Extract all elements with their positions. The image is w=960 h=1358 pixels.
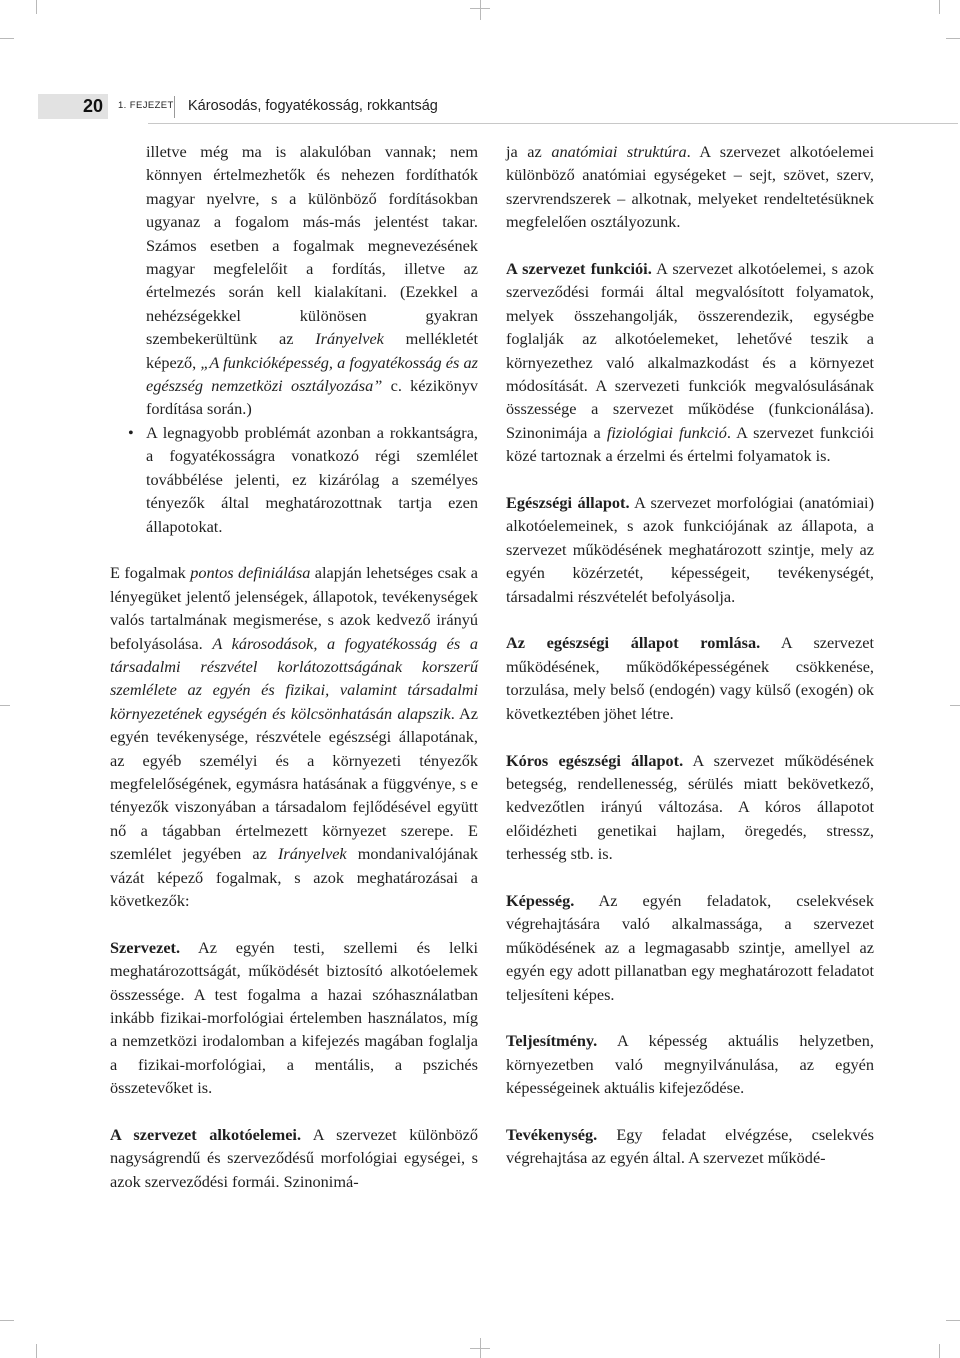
spacer	[506, 1100, 874, 1123]
definition-szervezet	[110, 936, 478, 1100]
header-divider	[174, 96, 175, 118]
text: . A szervezet alkotóelemei különböző anatómiai egységeket – sejt, szövet, szerv, szervrendszerek – alkotnak, melyeket rendeltetésüknek megfelelően osztályozunk.	[506, 142, 874, 232]
emphasis: A károsodások, a fogyatékosság és a társadalmi részvétel korlátozottságának korszerű szemlélete az egyén és fizikai, valamint társadalmi környezetének egységén és kölcsönhatásán alapszik	[110, 633, 479, 723]
text: A szervezet morfológiai (anatómiai) alkotóelemeinek, s azok funkciójának az állapota, a szervezet működésének meghatározott szintje, mely az egyén közérzetét, képességeit, tevékenységét, társadalmi részvételét befolyásolja.	[506, 493, 874, 606]
definition-term: Szervezet.	[110, 937, 181, 957]
definition-term: Egészségi állapot.	[506, 493, 630, 513]
registration-mark	[0, 705, 10, 706]
text: A legnagyobb problémát azonban a rokkantságra, a fogyatékosságra vonatkozó régi szemlélet továbbélése jelenti, ez kizárólag a személyes tényezők által meghatározottnak tartja ezen állapotokat.	[146, 422, 478, 536]
spacer	[506, 1006, 874, 1029]
continued-list-item	[110, 140, 478, 421]
definition-romlas	[506, 631, 874, 725]
definition-term: Képesség.	[506, 890, 575, 910]
registration-mark	[470, 1348, 490, 1349]
emphasis: Irányelvek	[277, 844, 347, 864]
text: A szervezet alkotóelemei, s azok szerveződési formái által megvalósított folyamatok, melyek összehangolják, összerendezik, egységbe foglalják az alkotóelemeket, lehetővé teszik a környezethez való alkalmazkodást és a környezet módosítását. A szervezeti funkciók megvalósulásának összessége a szervezet működése (funkcionálása). Szinonimája a	[506, 259, 874, 442]
crop-mark	[0, 1320, 14, 1321]
text: ja az	[506, 142, 552, 161]
text: Az egyén testi, szellemi és lelki meghatározottságát, működését biztosító alkotóelemek összessége. A test fogalma a hazai szóhasználatban inkább fizikai-morfológiai értelemben használatos, míg a nemzetközi irodalomban a kifejezés magában foglalja a fizikai-morfológiai, a mentális, a pszichés összetevőket is.	[110, 937, 478, 1098]
crop-mark	[946, 38, 960, 39]
definition-egeszsegi-allapot	[506, 491, 874, 608]
crop-mark	[0, 38, 14, 39]
definition-koros-allapot	[506, 749, 874, 866]
definition-term: A szervezet alkotóelemei.	[110, 1125, 302, 1145]
spacer	[506, 234, 874, 257]
page-header	[38, 84, 958, 124]
text: A szervezet működésének, működőképességének csökkenése, torzulása, mely belső (endogén) vagy külső (exogén) ok következtében jöhet létre.	[506, 633, 874, 723]
definition-term: Kóros egészségi állapot.	[506, 750, 684, 770]
bullet-item	[110, 421, 478, 538]
paragraph	[506, 140, 874, 234]
emphasis: pontos definiálása	[190, 563, 311, 583]
spacer	[506, 468, 874, 491]
spacer	[110, 538, 478, 561]
running-title: Károsodás, fogyatékosság, rokkantság	[188, 98, 438, 114]
crop-mark	[939, 0, 940, 14]
emphasis: anatómiai struktúra	[551, 142, 687, 161]
text: . Az egyén tevékenysége, részvétele egészségi állapotának, az egyéb személyi és a környezeti tényezők megfelelőségének, egymásra hatásának a függvénye, s e tényezők viszonyában a társadalom fejlődésével együtt nő a tágabban értelmezett környezet szerepe. E szemlélet jegyében az	[110, 703, 478, 864]
text: Egy feladat elvégzése, cselekvés végrehajtása az egyén által. A szervezet működé-	[506, 1124, 874, 1168]
page-number: 20	[38, 94, 108, 119]
definition-term: Tevékenység.	[506, 1124, 598, 1144]
crop-mark	[36, 1344, 37, 1358]
header-rule	[148, 123, 958, 124]
spacer	[506, 866, 874, 889]
crop-mark	[36, 0, 37, 14]
emphasis: fiziológiai funkció	[606, 422, 727, 442]
emphasis: Irányelvek	[315, 329, 384, 349]
spacer	[506, 725, 874, 748]
crop-mark	[946, 1320, 960, 1321]
text: c. kézikönyv fordítása során.)	[146, 376, 478, 419]
left-column	[110, 140, 478, 1193]
text: illetve még ma is alakulóban vannak; nem könnyen értelmezhetők és nehezen fordíthatók magyar nyelvre, s a különböző fordításokban ugyanaz a fogalom más-más jelentést takar. Számos esetben a fogalmak megnevezésének magyar megfelelőit a fordítás, illetve az értelmezés során kell kialakítani. (Ezekkel a nehézségekkel különösen gyakran szembekerültünk az	[146, 142, 478, 349]
bullet-icon: •	[128, 422, 134, 442]
text: alapján lehetséges csak a lényegüket jelentő jelenségek, állapotok, tevékenységek valós tartalmának megismerése, s azok kedvező irányú befolyásolása.	[110, 563, 478, 653]
text: mondanivalójának vázát képező fogalmak, s azok meghatározásai a következők:	[110, 844, 479, 910]
registration-mark	[470, 8, 490, 9]
emphasis: „A funkcióképesség, a fogyatékosság és az egészség nemzetközi osztályozása”	[146, 352, 478, 396]
text: . A szervezet funkciói közé tartoznak a érzelmi és értelmi folyamatok is.	[506, 422, 874, 466]
text: A képesség aktuális helyzetben, környezetben való megnyilvánulása, az egyén képességeinek aktuális kifejeződése.	[506, 1031, 874, 1098]
definition-tevekenyseg	[506, 1123, 874, 1170]
definition-term: Teljesítmény.	[506, 1031, 598, 1051]
chapter-label: 1. FEJEZET	[118, 100, 174, 111]
spacer	[506, 608, 874, 631]
registration-mark	[480, 0, 481, 20]
paragraph	[110, 561, 478, 912]
crop-mark	[939, 1344, 940, 1358]
registration-mark	[950, 705, 960, 706]
definition-teljesitmeny	[506, 1029, 874, 1099]
definition-alkotoelemei	[110, 1123, 478, 1193]
definition-kepesseg	[506, 889, 874, 1006]
definition-term: Az egészségi állapot romlása.	[506, 633, 761, 653]
spacer	[110, 912, 478, 935]
text: Az egyén feladatok, cselekvések végrehajtására való alkalmassága, a szervezet működésének az a legmagasabb szintje, amellyel az egyén egy adott pillanatban egy meghatározott feladatot teljesíteni képes.	[506, 890, 874, 1004]
text: E fogalmak	[110, 563, 191, 583]
text: A szervezet működésének betegség, rendellenesség, sérülés miatt bekövetkező, kedvezőtlen irányú változása. A kóros állapotot előidézheti genetikai hajlam, öregedés, stressz, terhesség stb. is.	[506, 750, 874, 864]
spacer	[110, 1100, 478, 1123]
definition-funkcioi	[506, 257, 874, 468]
definition-term: A szervezet funkciói.	[506, 259, 652, 279]
right-column	[506, 140, 874, 1170]
text: A szervezet különböző nagyságrendű és szerveződésű morfológiai egységei, s azok szerveződési formái. Szinonimá-	[110, 1125, 478, 1191]
text: mellékletét képező,	[146, 329, 478, 372]
